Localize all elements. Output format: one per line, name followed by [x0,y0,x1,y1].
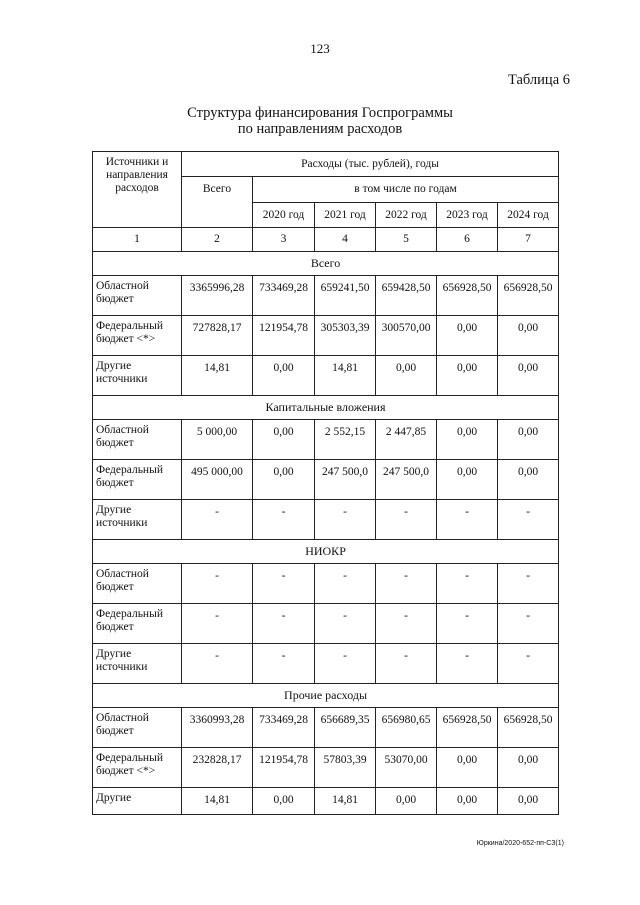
row-value: 247 500,0 [376,460,437,500]
table-row [93,748,559,788]
row-value: 0,00 [437,356,498,396]
table-row [93,316,559,356]
row-source-label: Федеральный бюджет <*> [93,316,182,356]
row-source-label: Областной бюджет [93,708,182,748]
header-year: 2020 год [253,203,315,228]
row-value: - [376,564,437,604]
row-value: 300570,00 [376,316,437,356]
table-row [93,604,559,644]
row-source-label: Федеральный бюджет [93,460,182,500]
header-expenses: Расходы (тыс. рублей), годы [182,152,559,177]
row-value: - [376,604,437,644]
table-row [93,420,559,460]
row-value: 14,81 [315,788,376,815]
row-source-label: Другие источники [93,356,182,396]
row-source-label: Областной бюджет [93,276,182,316]
row-value: - [253,604,315,644]
section-header: НИОКР [93,540,559,564]
row-value: 0,00 [498,788,559,815]
row-value: - [315,564,376,604]
column-number: 4 [315,228,376,252]
row-value: 656928,50 [498,708,559,748]
header-sources: Источники и направления расходов [93,152,182,228]
row-value: 14,81 [315,356,376,396]
column-number: 7 [498,228,559,252]
row-value: 656689,35 [315,708,376,748]
page-number: 123 [310,41,330,56]
row-value: - [498,604,559,644]
table-row [93,708,559,748]
row-value: 14,81 [182,356,253,396]
table-row [93,500,559,540]
row-value: 656980,65 [376,708,437,748]
row-source-label: Другие [93,788,182,815]
row-value: 0,00 [437,460,498,500]
row-value: 659241,50 [315,276,376,316]
row-value: 656928,50 [437,276,498,316]
header-by-years: в том числе по годам [253,177,559,203]
title-line-1: Структура финансирования Госпрограммы [187,105,453,121]
table-label: Таблица 6 [507,72,570,88]
row-source-label: Областной бюджет [93,420,182,460]
row-value: - [498,564,559,604]
row-value: - [498,644,559,684]
row-value: 2 447,85 [376,420,437,460]
row-value: 733469,28 [253,708,315,748]
row-value: 3365996,28 [182,276,253,316]
row-value: - [437,564,498,604]
row-source-label: Областной бюджет [93,564,182,604]
row-value: - [437,500,498,540]
section-header: Прочие расходы [93,684,559,708]
row-value: 53070,00 [376,748,437,788]
section-header: Всего [93,252,559,276]
table-row [93,356,559,396]
table-title [0,105,640,137]
row-value: - [315,604,376,644]
row-value: 495 000,00 [182,460,253,500]
row-value: 0,00 [498,356,559,396]
row-value: 0,00 [253,420,315,460]
row-value: 0,00 [437,788,498,815]
column-number: 2 [182,228,253,252]
table-row [93,644,559,684]
row-value: 3360993,28 [182,708,253,748]
row-value: 733469,28 [253,276,315,316]
header-year: 2021 год [315,203,376,228]
row-value: 305303,39 [315,316,376,356]
row-value: 0,00 [253,356,315,396]
row-value: 5 000,00 [182,420,253,460]
row-value: 727828,17 [182,316,253,356]
row-value: - [315,500,376,540]
row-value: 57803,39 [315,748,376,788]
header-year: 2022 год [376,203,437,228]
table-row [93,460,559,500]
row-value: 0,00 [498,460,559,500]
row-value: 656928,50 [498,276,559,316]
row-value: - [182,604,253,644]
table-row [93,276,559,316]
row-value: - [376,500,437,540]
row-value: 0,00 [498,748,559,788]
row-value: - [437,604,498,644]
row-value: - [253,500,315,540]
column-number: 6 [437,228,498,252]
row-value: - [315,644,376,684]
row-value: 656928,50 [437,708,498,748]
financing-table [92,151,559,815]
row-value: - [253,644,315,684]
row-source-label: Федеральный бюджет [93,604,182,644]
row-value: 0,00 [437,748,498,788]
row-value: 0,00 [253,788,315,815]
row-value: 121954,78 [253,316,315,356]
row-value: 14,81 [182,788,253,815]
row-value: - [182,500,253,540]
row-source-label: Другие источники [93,644,182,684]
section-header: Капитальные вложения [93,396,559,420]
row-source-label: Другие источники [93,500,182,540]
row-value: 0,00 [376,356,437,396]
row-source-label: Федеральный бюджет <*> [93,748,182,788]
column-number: 1 [93,228,182,252]
row-value: 0,00 [253,460,315,500]
row-value: - [437,644,498,684]
row-value: 232828,17 [182,748,253,788]
title-line-2: по направлениям расходов [237,121,403,137]
row-value: 121954,78 [253,748,315,788]
row-value: - [498,500,559,540]
row-value: 2 552,15 [315,420,376,460]
row-value: 0,00 [498,316,559,356]
row-value: 0,00 [498,420,559,460]
row-value: - [182,564,253,604]
row-value: - [182,644,253,684]
row-value: - [376,644,437,684]
table-row [93,564,559,604]
table-row [93,788,559,815]
row-value: - [253,564,315,604]
column-number: 5 [376,228,437,252]
header-year: 2024 год [498,203,559,228]
document-footer: Юркина/2020-652-пп-СЗ(1) [476,840,564,847]
row-value: 659428,50 [376,276,437,316]
header-total: Всего [182,177,253,228]
row-value: 0,00 [437,316,498,356]
row-value: 247 500,0 [315,460,376,500]
row-value: 0,00 [437,420,498,460]
column-number: 3 [253,228,315,252]
row-value: 0,00 [376,788,437,815]
header-year: 2023 год [437,203,498,228]
